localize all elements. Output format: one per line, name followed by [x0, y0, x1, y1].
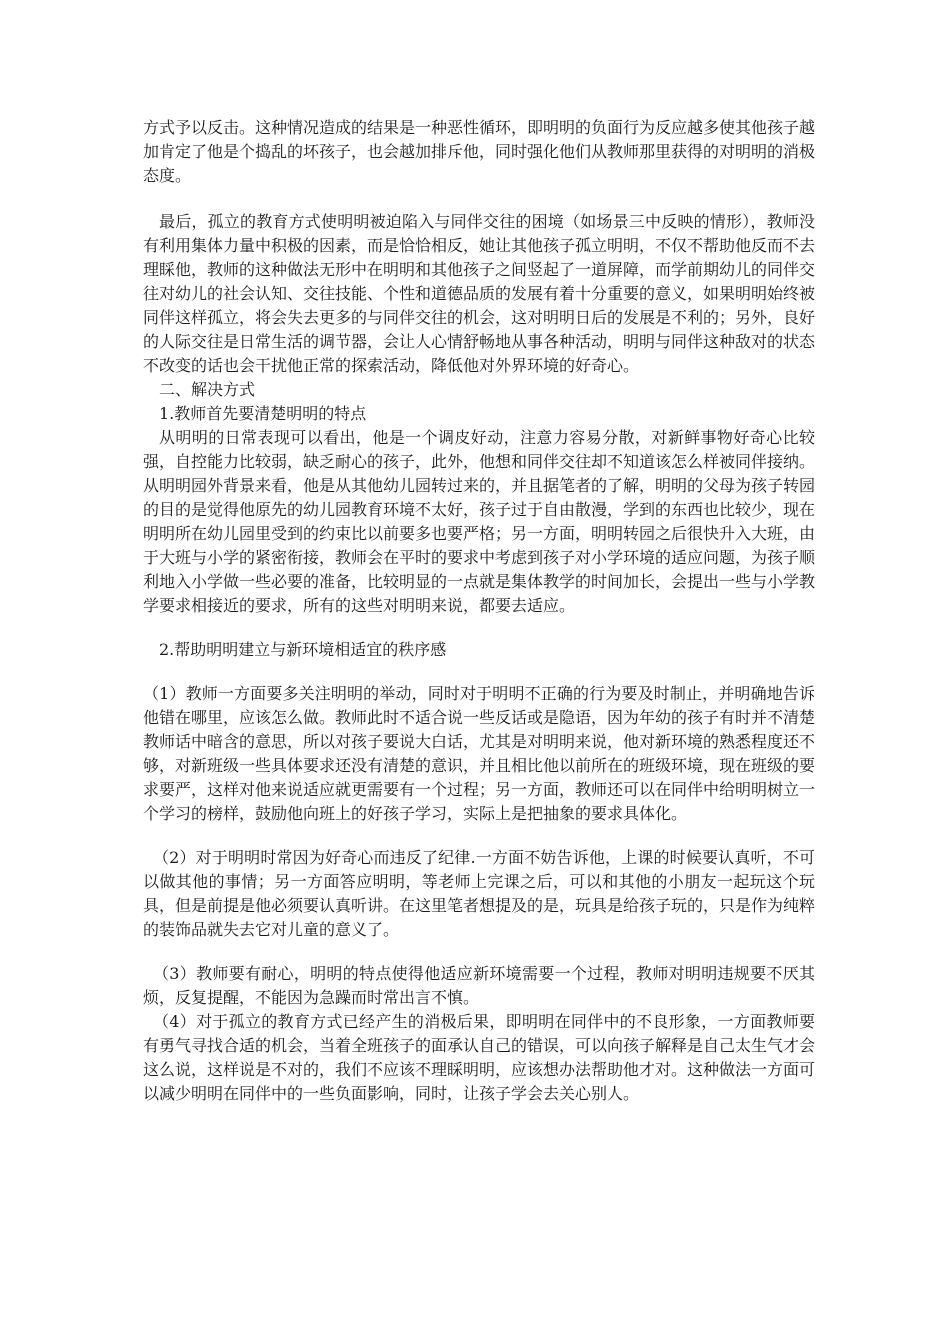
paragraph-gap: [143, 826, 815, 846]
paragraph-consequence: 方式予以反击。这种情况造成的结果是一种恶性循环，即明明的负面行为反应越多使其他孩子越加肯定了他是个捣乱的坏孩子，也会越加排斥他，同时强化他们从教师那里获得的对明明的消极态度。: [143, 118, 816, 185]
paragraph-point-3: （3）教师要有耐心，明明的特点使得他适应新环境需要一个过程，教师对明明违规要不厌其烦，反复提醒，不能因为急躁而时常出言不慎。: [143, 964, 815, 1007]
section-heading-solutions: 二、解决方式: [159, 380, 256, 399]
paragraph-point-1: （1）教师一方面要多关注明明的举动，同时对于明明不正确的行为要及时制止，并明确地告诉他错在哪里，应该怎么做。教师此时不适合说一些反话或是隐语，因为年幼的孩子有时并不清楚教师话中暗含的意思，所以对孩子要说大白话，尤其是对明明来说，他对新环境的熟悉程度还不够，对新班级一些具体要求还没有清楚的意识，并且相比他以前所在的班级环境，现在班级的要求要严，这样对他来说适应就更需要有一个过程；另一方面，教师还可以在同伴中给明明树立一个学习的榜样，鼓励他向班上的好孩子学习，实际上是把抽象的要求具体化。: [143, 684, 816, 823]
paragraph-traits: 从明明的日常表现可以看出，他是一个调皮好动，注意力容易分散，对新鲜事物好奇心比较强，自控能力比较弱，缺乏耐心的孩子，此外，他想和同伴交往却不知道该怎么样被同伴接纳。从明明园外背景来看，他是从其他幼儿园转过来的，并且据笔者的了解，明明的父母为孩子转园的目的是觉得他原先的幼儿园教育环境不太好，孩子过于自由散漫，学到的东西也比较少，现在明明所在幼儿园里受到的约束比以前要多也要严格；另一方面，明明转园之后很快升入大班，由于大班与小学的紧密衔接，教师会在平时的要求中考虑到孩子对小学环境的适应问题，为孩子顺利地入小学做一些必要的准备，比较明显的一点就是集体教学的时间加长，会提出一些与小学教学要求相接近的要求，所有的这些对明明来说，都要去适应。: [143, 428, 816, 615]
subheading-order-sense: 2.帮助明明建立与新环境相适宜的秩序感: [159, 640, 447, 659]
paragraph-point-2: （2）对于明明时常因为好奇心而违反了纪律.一方面不妨告诉他，上课的时候要认真听，不可以做其他的事情；另一方面答应明明，等老师上完课之后，可以和其他的小朋友一起玩这个玩具，但是前提是他必须要认真听讲。在这里笔者想提及的是，玩具是给孩子玩的，只是作为纯粹的装饰品就失去它对儿童的意义了。: [143, 848, 816, 939]
paragraph-gap: [143, 188, 815, 210]
paragraph-gap: [143, 618, 815, 638]
paragraph-gap: [143, 662, 815, 682]
paragraph-gap: [143, 942, 815, 962]
paragraph-point-4: （4）对于孤立的教育方式已经产生的消极后果，即明明在同伴中的不良形象，一方面教师要有勇气寻找合适的机会，当着全班孩子的面承认自己的错误，可以向孩子解释是自己太生气才会这么说，这样说是不对的，我们不应该不理睬明明，应该想办法帮助他才对。这种做法一方面可以减少明明在同伴中的一些负面影响，同时，让孩子学会去关心别人。: [143, 1012, 816, 1103]
paragraph-isolation: 最后，孤立的教育方式使明明被迫陷入与同伴交往的困境（如场景三中反映的情形），教师没有利用集体力量中积极的因素，而是恰恰相反，她让其他孩子孤立明明，不仅不帮助他反而不去理睬他，教师的这种做法无形中在明明和其他孩子之间竖起了一道屏障，而学前期幼儿的同伴交往对幼儿的社会认知、交往技能、个性和道德品质的发展有着十分重要的意义，如果明明始终被同伴这样孤立，将会失去更多的与同伴交往的机会，这对明明日后的发展是不利的；另外，良好的人际交往是日常生活的调节器，会让人心情舒畅地从事各种活动，明明与同伴这种敌对的状态不改变的话也会干扰他正常的探索活动，降低他对外界环境的好奇心。: [143, 212, 816, 375]
document-body: [143, 116, 815, 1106]
subheading-understand-traits: 1.教师首先要清楚明明的特点: [159, 404, 367, 423]
